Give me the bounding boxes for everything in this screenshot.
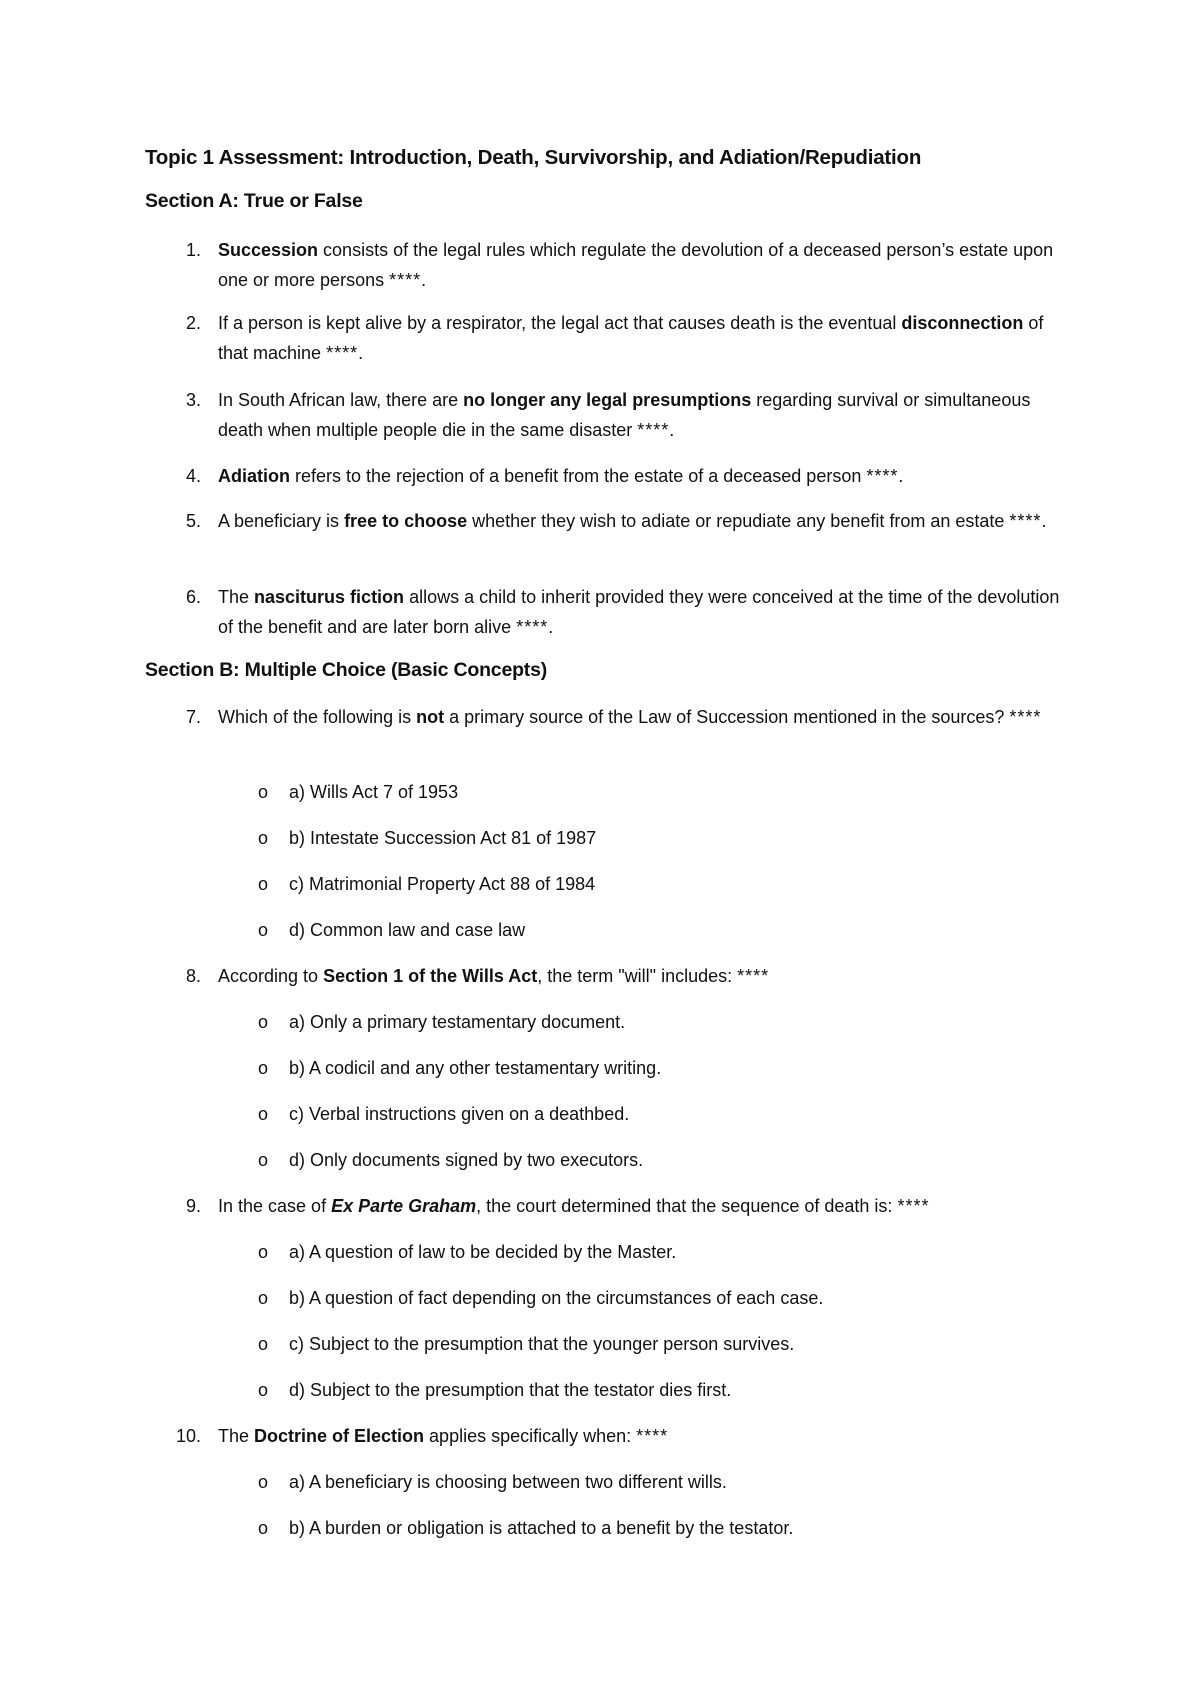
bullet-icon: o [258, 874, 269, 894]
document-page: Topic 1 Assessment: Introduction, Death, Survivorship, and Adiation/Repudiation Section A: True or False 1. Succession consists of the legal rules which regulate the devolution of a deceased person’s estate upon one or more persons ****. 2. If a person is kept alive by a respirator, the legal act that causes death is the eventual disconnection of that machine ****. 3. In South African law, there are no longer any legal presumptions regarding survival or simultaneous death when multiple people die in the same disaster ****. 4. Adiation refers to the rejection of a benefit from the estate of a deceased person ****. 5. A beneficiary is free to choose whether they wish to adiate or repudiate any benefit from an estate ****. 6. The nasciturus fiction allows a child to inherit provided they were conceived at the time of the devolution of the benefit and are later born alive ****. Section B: Multiple Choice (Basic Concepts) 7. Which of the following is not a primary source of the Law of Succession mentioned in the sources? **** o a) Wills Act 7 of 1953 o b) Intestate Succession Act 81 of 1987 o c) Matrimonial Property Act 88 of 1984 o d) Common law and case law 8. According to Section 1 of the Wills Act, the term "will" includes: **** o a) Only a primary testamentary document. o b) A codicil and any other testamentary writing. o c) Verbal instructions given on a deathbed. o d) Only documents signed by two executors. 9. In the case of Ex Parte Graham, the court determined that the sequence of death is: **** o a) A question of law to be decided by the Master. o b) A question of fact depending on the circumstances of each case. o c) Subject to the presumption that the younger person survives. o d) Subject to the presumption that the testator dies first. 10. The Doctrine of Election applies specifically when: **** o a) A beneficiary is choosing between two different wills. o b) A burden or obligation is attached to a benefit by the testator. [0, 0, 1200, 1696]
key-term: Succession [218, 240, 319, 260]
item-number: 5. [185, 511, 201, 531]
item-number: 1. [185, 240, 201, 260]
document-title: Topic 1 Assessment: Introduction, Death, Survivorship, and Adiation/Repudiation [145, 146, 922, 169]
section-b-heading: Section B: Multiple Choice (Basic Concepts) [145, 659, 548, 681]
item-text: The nasciturus fiction allows a child to inherit provided they were conceived at the time of the devolution of the benefit and are later born alive ****. [218, 587, 1060, 637]
key-term: not [416, 707, 445, 727]
key-term: disconnection [901, 313, 1024, 333]
item-number: 7. [185, 707, 201, 727]
item-number: 6. [185, 587, 201, 607]
bullet-icon: o [258, 1012, 269, 1032]
question-text: According to Section 1 of the Wills Act, the term "will" includes: **** [218, 966, 770, 986]
bullet-icon: o [258, 1242, 269, 1262]
key-term: Section 1 of the Wills Act [323, 966, 538, 986]
bullet-icon: o [258, 782, 269, 802]
bullet-icon: o [258, 828, 269, 848]
item-text: A beneficiary is free to choose whether they wish to adiate or repudiate any benefit from an estate ****. [218, 511, 1047, 531]
section-a-heading: Section A: True or False [145, 190, 363, 212]
item-number: 3. [185, 390, 201, 410]
question-text: The Doctrine of Election applies specifically when: **** [218, 1426, 669, 1446]
key-term: Adiation [218, 466, 290, 486]
bullet-icon: o [258, 1058, 269, 1078]
bullet-icon: o [258, 920, 269, 940]
stars-mark: **** [636, 1426, 669, 1446]
question-text: In the case of Ex Parte Graham, the court determined that the sequence of death is: **** [218, 1196, 930, 1216]
stars-mark: **** [516, 616, 549, 637]
question-text: Which of the following is not a primary source of the Law of Succession mentioned in the sources? **** [218, 707, 1042, 727]
bullet-icon: o [258, 1150, 269, 1170]
stars-mark: **** [1009, 707, 1042, 727]
case-name: Ex Parte Graham [331, 1196, 477, 1216]
item-number: 9. [185, 1196, 201, 1216]
bullet-icon: o [258, 1472, 269, 1492]
item-number: 4. [185, 466, 201, 486]
stars-mark: **** [866, 466, 899, 486]
bullet-icon: o [258, 1104, 269, 1124]
item-text: If a person is kept alive by a respirator, the legal act that causes death is the eventual disconnection of that machine ****. [218, 313, 1044, 363]
key-term: Doctrine of Election [254, 1426, 425, 1446]
stars-mark: **** [637, 419, 670, 440]
key-term: free to choose [344, 511, 468, 531]
key-term: no longer any legal presumptions [463, 390, 752, 410]
bullet-icon: o [258, 1518, 269, 1538]
stars-mark: **** [1009, 511, 1042, 531]
item-number: 2. [185, 313, 201, 333]
stars-mark: **** [897, 1196, 930, 1216]
stars-mark: **** [389, 269, 422, 290]
bullet-icon: o [258, 1334, 269, 1354]
item-text: Adiation refers to the rejection of a benefit from the estate of a deceased person ****. [218, 466, 904, 486]
stars-mark: **** [737, 966, 770, 986]
item-text: In South African law, there are no longer any legal presumptions regarding survival or simultaneous death when multiple people die in the same disaster ****. [218, 390, 1031, 440]
bullet-icon: o [258, 1380, 269, 1400]
item-number: 10. [175, 1426, 201, 1446]
item-text: Succession consists of the legal rules which regulate the devolution of a deceased person’s estate upon one or more persons ****. [218, 240, 1054, 290]
key-term: nasciturus fiction [254, 587, 405, 607]
item-number: 8. [185, 966, 201, 986]
bullet-icon: o [258, 1288, 269, 1308]
stars-mark: **** [326, 342, 359, 363]
